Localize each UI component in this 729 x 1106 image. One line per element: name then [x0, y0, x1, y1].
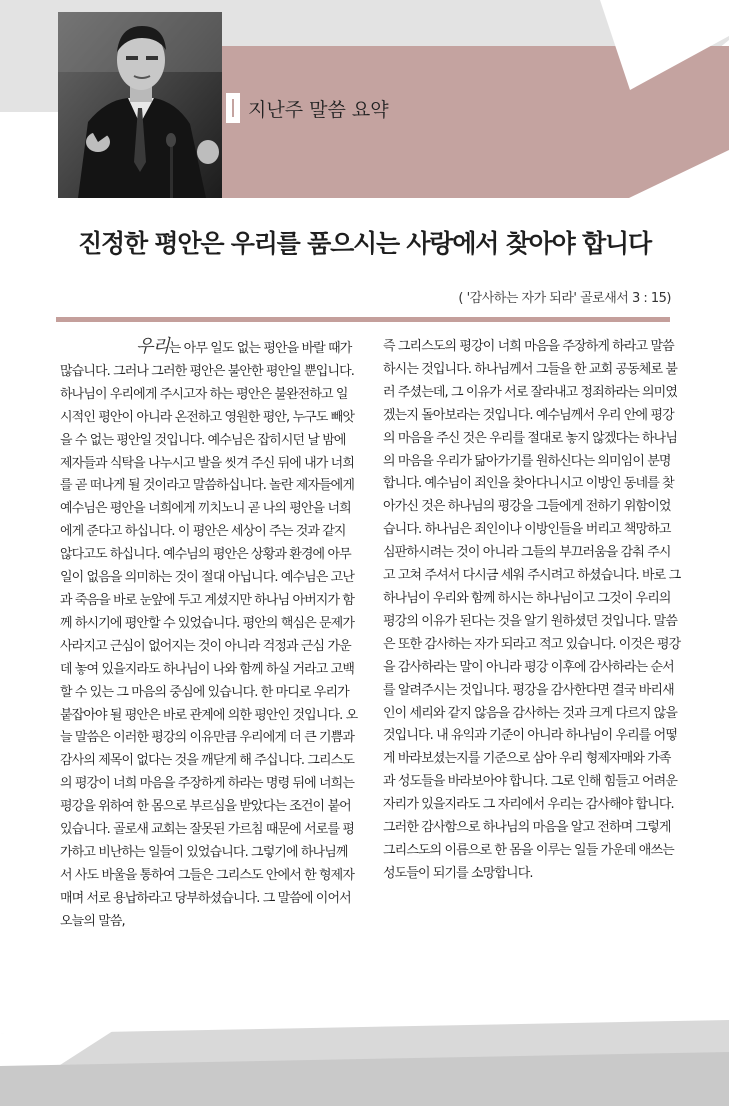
left-column: [60, 336, 358, 934]
right-column-text: 즉 그리스도의 평강이 너희 마음을 주장하게 하라고 말씀하시는 것입니다. 하나님께서 그들을 한 교회 공동체로 불러 주셨는데, 그 이유가 서로 잘라내고 정죄하라는 의미였겠는지 돌아보라는 것입니다. 예수님께서 우리 안에 평강의 마음을 주신 것은 우리를 절대로 놓지 않겠다는 하나님의 마음을 우리가 닮아가기를 원하신다는 의미임이 분명합니다. 예수님이 죄인을 찾아다니시고 이방인 동네를 찾아가신 것은 하나님의 평강을 그들에게 전하기 위함이었습니다. 하나님은 죄인이나 이방인들을 버리고 책망하고 심판하시려는 것이 아니라 그들의 부끄러움을 감춰 주시고 고쳐 주셔서 다시금 세워 주시려고 하셨습니다. 바로 그 하나님이 우리와 함께 하시는 하나님이고 그것이 우리의 평강의 이유가 된다는 것을 알기 원하셨던 것입니다. 말씀은 또한 감사하는 자가 되라고 적고 있습니다. 이것은 평강을 감사하라는 말이 아니라 평강 이후에 감사하라는 순서를 알려주시는 것입니다. 평강을 감사한다면 결국 바리새인이 세리와 같지 않음을 감사하는 것과 크게 다르지 않을 것입니다. 내 유익과 기준이 아니라 하나님이 우리를 어떻게 바라보셨는지를 기준으로 삼아 우리 형제자매와 가족과 성도들을 바라보아야 합니다. 그로 인해 힘들고 어려운 자리가 있을지라도 그 자리에서 우리는 감사해야 합니다. 그러한 감사함으로 하나님의 마음을 알고 전하며 그렇게 그리스도의 이름으로 한 몸을 이루는 일들 가운데 애쓰는 성도들이 되기를 소망합니다.: [383, 339, 681, 881]
speaker-illustration: [58, 12, 222, 198]
right-column: [383, 336, 681, 886]
left-column-text: 는 아무 일도 없는 평안을 바랄 때가 많습니다. 그러나 그러한 평안은 불안한 평안일 뿐입니다. 하나님이 우리에게 주시고자 하는 평안은 불완전하고 일시적인 평안이 아니라 온전하고 영원한 평안, 누구도 빼앗을 수 없는 평안일 것입니다. 예수님은 잡히시던 날 밤에 제자들과 식탁을 나누시고 발을 씻겨 주신 뒤에 내가 너희를 곧 떠나게 될 것이라고 말씀하십니다. 놀란 제자들에게 예수님은 평안을 너희에게 끼치노니 곧 나의 평안을 너희에게 준다고 하십니다. 이 평안은 세상이 주는 것과 같지 않다고도 하십니다. 예수님의 평안은 상황과 환경에 아무 일이 없음을 의미하는 것이 절대 아닙니다. 예수님은 고난과 죽음을 바로 눈앞에 두고 계셨지만 하나님 아버지가 함께 하시기에 평안할 수 있었습니다. 평안의 핵심은 문제가 사라지고 근심이 없어지는 것이 아니라 걱정과 근심 가운데 놓여 있을지라도 하나님이 나와 함께 하실 거라고 고백할 수 있는 그 마음의 중심에 있습니다. 한 마디로 우리가 붙잡아야 될 평안은 바로 관계에 의한 평안인 것입니다. 오늘 말씀은 이러한 평강의 이유만큼 우리에게 더 큰 기쁨과 감사의 제목이 없다는 것을 깨닫게 해 주십니다. 그리스도의 평강이 너희 마음을 주장하게 하라는 명령 뒤에 너희는 평강을 위하여 한 몸으로 부르심을 받았다는 조건이 붙어 있습니다. 골로새 교회는 잘못된 가르침 때문에 서로를 평가하고 비난하는 일들이 있었습니다. 그렇기에 하나님께서 사도 바울을 통하여 그들은 그리스도 안에서 한 형제자매며 서로 용납하라고 당부하셨습니다. 그 말씀에 이어서 오늘의 말씀,: [60, 341, 358, 929]
section-label: [226, 88, 389, 128]
speaker-photo: [58, 12, 222, 198]
title-divider: [56, 317, 670, 322]
label-square-icon: [226, 93, 240, 123]
headline: 진정한 평안은 우리를 품으시는 사랑에서 찾아야 합니다: [78, 229, 651, 258]
section-label-text: 지난주 말씀 요약: [248, 98, 389, 121]
dropcap: 우리: [136, 336, 169, 357]
left-column-paragraph: [60, 336, 358, 934]
scripture-reference: ( '감사하는 자가 되라' 골로새서 3 : 15): [458, 291, 671, 306]
